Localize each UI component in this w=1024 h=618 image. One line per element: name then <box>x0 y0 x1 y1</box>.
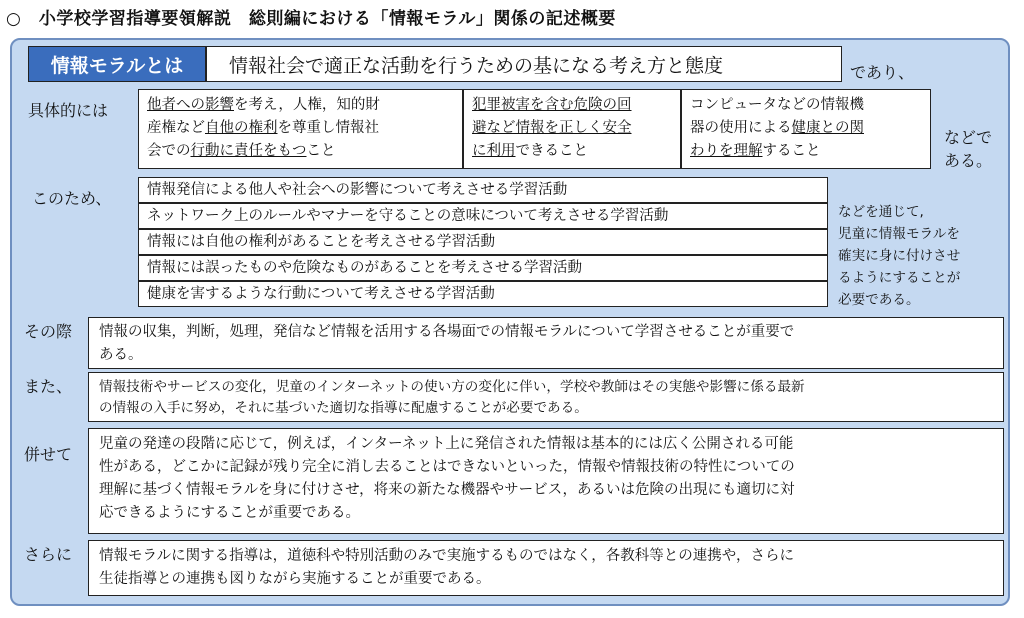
definition-heading-text: 情報モラルとは <box>50 54 184 77</box>
section-label-sonosai: その際 <box>24 322 73 341</box>
section-box-sarani <box>88 540 1004 596</box>
therefore-note <box>838 201 960 311</box>
specific-suffix-2: ある。 <box>944 151 993 170</box>
section-line: 児童の発達の段階に応じて，例えば，インターネット上に発信された情報は基本的には広く公開される可能 <box>99 436 794 452</box>
section-line: 情報モラルに関する指導は，道徳科や特別活動のみで実施するものではなく，各教科等との連携や，さらに <box>99 548 794 564</box>
section-line: 応できるようにすることが重要である。 <box>99 505 360 521</box>
seg: を尊重し情報社 <box>277 120 379 136</box>
definition-text: 情報社会で適正な活動を行うための基になる考え方と態度 <box>229 54 724 77</box>
section-label-awasete: 併せて <box>24 445 73 464</box>
activity-5 <box>138 281 828 307</box>
section-label-mata: また、 <box>24 377 73 396</box>
seg: 自他の権利 <box>205 120 278 136</box>
section-box-mata <box>88 372 1004 422</box>
section-line: 生徒指導との連携も図りながら実施することが重要である。 <box>99 571 491 587</box>
seg: こと <box>306 143 336 159</box>
section-line: 情報の収集，判断，処理，発信など情報を活用する各場面での情報モラルについて学習させることが重要で <box>99 324 795 340</box>
section-label-sarani: さらに <box>24 545 73 564</box>
section-line: の情報の入手に努め，それに基づいた適切な指導に配慮することが必要である。 <box>99 400 588 416</box>
specific-box-3 <box>681 89 931 169</box>
note-line: 必要である。 <box>838 292 920 308</box>
section-box-awasete <box>88 428 1004 534</box>
specific-label: 具体的には <box>28 101 109 120</box>
seg: に利用 <box>472 143 516 159</box>
definition-heading <box>28 46 206 82</box>
seg: できること <box>515 143 588 159</box>
definition-box <box>206 46 842 82</box>
note-line: るようにすることが <box>838 270 961 286</box>
seg: 犯罪被害を含む危険の回 <box>472 97 632 113</box>
seg: を考え，人権，知的財 <box>234 97 380 113</box>
specific-suffix-1: などで <box>944 128 993 147</box>
activity-3 <box>138 229 828 255</box>
seg: 行動に責任をもつ <box>190 143 307 159</box>
note-line: 児童に情報モラルを <box>838 226 960 242</box>
activity-text: 情報には誤ったものや危険なものがあることを考えさせる学習活動 <box>147 260 582 276</box>
section-line: 理解に基づく情報モラルを身に付けさせ，将来の新たな機器やサービス，あるいは危険の出現にも適切に対 <box>99 482 795 498</box>
seg: 会での <box>147 143 191 159</box>
activity-2 <box>138 203 828 229</box>
section-line: 情報技術やサービスの変化，児童のインターネットの使い方の変化に伴い，学校や教師はその実態や影響に係る最新 <box>99 379 805 395</box>
seg: すること <box>762 143 821 159</box>
note-line: 確実に身に付けさせ <box>838 248 961 264</box>
activity-text: ネットワーク上のルールやマナーを守ることの意味について考えさせる学習活動 <box>147 208 669 224</box>
seg: 器の使用による <box>690 120 792 136</box>
seg: 産権など <box>147 120 205 136</box>
seg: 他者への影響 <box>147 97 234 113</box>
specific-box-2 <box>463 89 681 169</box>
document-title: ○ 小学校学習指導要領解説 総則編における「情報モラル」関係の記述概要 <box>6 9 616 29</box>
activity-4 <box>138 255 828 281</box>
section-line: ある。 <box>99 347 143 363</box>
activity-text: 情報には自他の権利があることを考えさせる学習活動 <box>147 234 495 250</box>
note-line: などを通じて, <box>838 204 924 220</box>
activity-text: 健康を害するような行動について考えさせる学習活動 <box>147 286 495 302</box>
activity-1 <box>138 177 828 203</box>
definition-suffix: であり、 <box>850 63 915 82</box>
activity-text: 情報発信による他人や社会への影響について考えさせる学習活動 <box>147 182 568 198</box>
seg: コンピュータなどの情報機 <box>690 97 864 113</box>
seg: わりを理解 <box>690 143 763 159</box>
specific-box-1 <box>138 89 463 169</box>
seg: 避など <box>472 120 516 136</box>
seg: 健康との関 <box>791 120 864 136</box>
seg: 情報を正しく安全 <box>515 120 632 136</box>
section-box-sonosai <box>88 317 1004 369</box>
section-line: 性がある，どこかに記録が残り完全に消し去ることはできないといった，情報や情報技術の特性についての <box>99 459 795 475</box>
therefore-label: このため、 <box>32 189 112 208</box>
